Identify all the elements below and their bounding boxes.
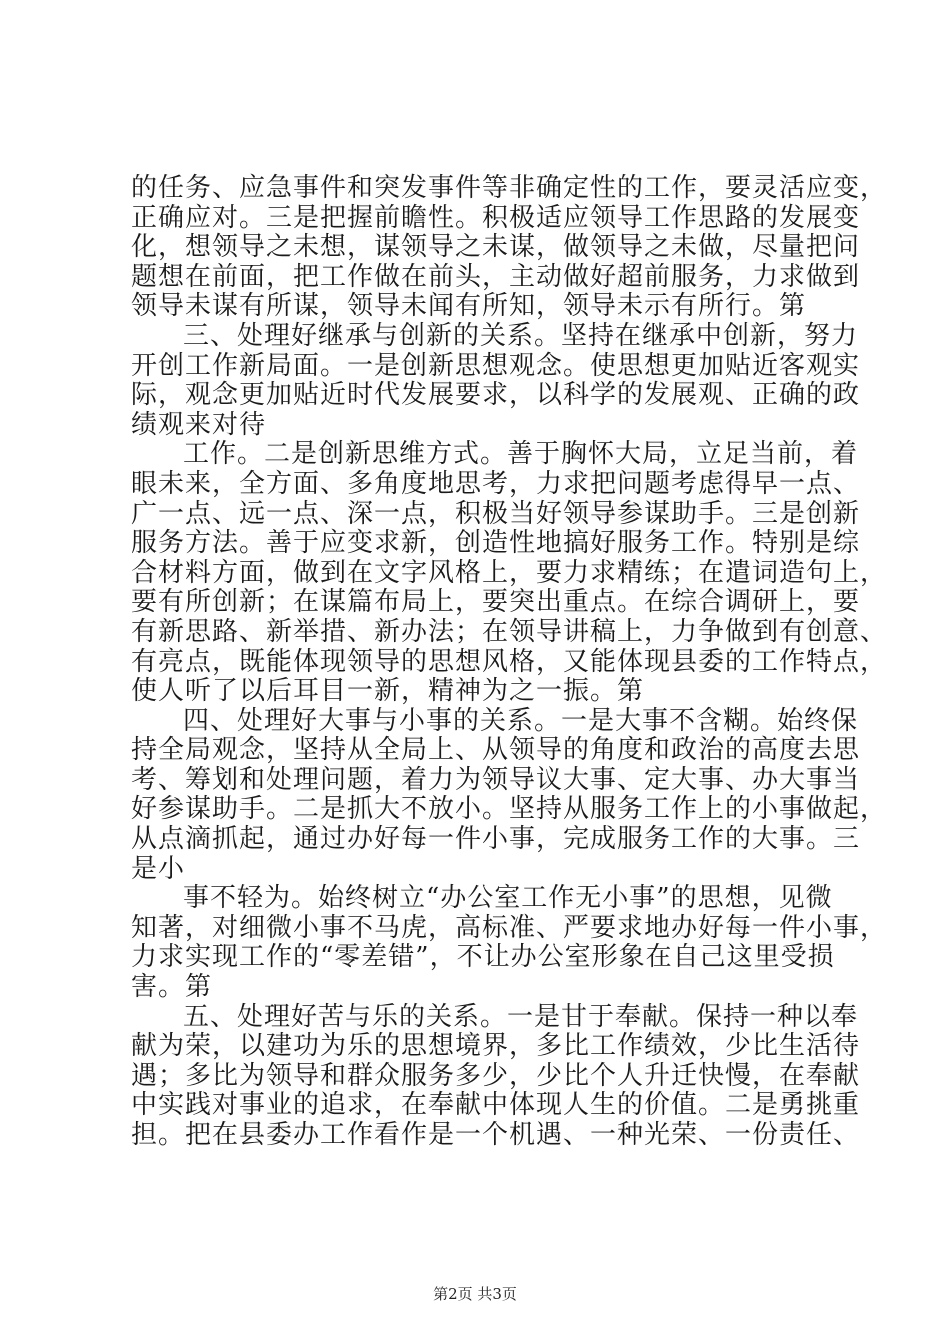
text-line: 中实践对事业的追求，在奉献中体现人生的价值。二是勇挑重 <box>131 1090 861 1121</box>
text-line: 广一点、远一点、深一点，积极当好领导参谋助手。三是创新 <box>131 498 861 529</box>
text-line: 持全局观念，坚持从全局上、从领导的角度和政治的高度去思 <box>131 735 861 766</box>
text-line: 考、筹划和处理问题，着力为领导议大事、定大事、办大事当 <box>131 764 861 795</box>
text-line: 化，想领导之未想，谋领导之未谋，做领导之未做，尽量把问 <box>131 232 861 263</box>
text-line: 有亮点，既能体现领导的思想风格，又能体现县委的工作特点， <box>131 646 888 677</box>
text-line: 绩观来对待 <box>131 409 267 440</box>
text-line: 五、处理好苦与乐的关系。一是甘于奉献。保持一种以奉 <box>183 1001 859 1032</box>
text-line: 的任务、应急事件和突发事件等非确定性的工作，要灵活应变， <box>131 173 888 203</box>
text-line: 事不轻为。始终树立“办公室工作无小事”的思想，见微 <box>183 883 833 914</box>
text-line: 领导未谋有所谋，领导未闻有所知，领导未示有所行。第 <box>131 291 807 322</box>
text-line: 是小 <box>131 853 186 884</box>
text-line: 题想在前面，把工作做在前头，主动做好超前服务，力求做到 <box>131 261 861 292</box>
text-line: 有新思路、新举措、新办法；在领导讲稿上，力争做到有创意、 <box>131 616 888 647</box>
text-line: 使人听了以后耳目一新，精神为之一振。第 <box>131 676 645 707</box>
text-line: 眼未来，全方面、多角度地思考，力求把问题考虑得早一点、 <box>131 468 861 499</box>
text-line: 合材料方面，做到在文字风格上，要力求精练；在遣词造句上， <box>131 557 888 588</box>
page-number-footer: 第2页 共3页 <box>433 1285 517 1303</box>
text-line: 好参谋助手。二是抓大不放小。坚持从服务工作上的小事做起， <box>131 794 888 825</box>
text-line: 献为荣，以建功为乐的思想境界，多比工作绩效，少比生活待 <box>131 1031 861 1062</box>
text-line: 四、处理好大事与小事的关系。一是大事不含糊。始终保 <box>183 705 859 736</box>
text-line: 从点滴抓起，通过办好每一件小事，完成服务工作的大事。三 <box>131 824 861 855</box>
body-text <box>131 173 888 1151</box>
text-line: 开创工作新局面。一是创新思想观念。使思想更加贴近客观实 <box>131 350 861 381</box>
text-line: 工作。二是创新思维方式。善于胸怀大局，立足当前，着 <box>183 439 859 470</box>
text-line: 害。第 <box>131 972 213 1003</box>
text-line: 三、处理好继承与创新的关系。坚持在继承中创新，努力 <box>183 320 859 351</box>
text-line: 要有所创新；在谋篇布局上，要突出重点。在综合调研上，要 <box>131 587 861 618</box>
text-line: 际，观念更加贴近时代发展要求，以科学的发展观、正确的政 <box>131 380 861 411</box>
text-line: 服务方法。善于应变求新，创造性地搞好服务工作。特别是综 <box>131 528 861 559</box>
text-line: 知著，对细微小事不马虎，高标准、严要求地办好每一件小事， <box>131 912 888 943</box>
text-line: 遇；多比为领导和群众服务多少，少比个人升迁快慢，在奉献 <box>131 1060 861 1091</box>
text-line: 正确应对。三是把握前瞻性。积极适应领导工作思路的发展变 <box>131 202 861 233</box>
text-line: 力求实现工作的“零差错”，不让办公室形象在自己这里受损 <box>131 942 835 973</box>
text-line: 担。把在县委办工作看作是一个机遇、一种光荣、一份责任、 <box>131 1120 861 1150</box>
